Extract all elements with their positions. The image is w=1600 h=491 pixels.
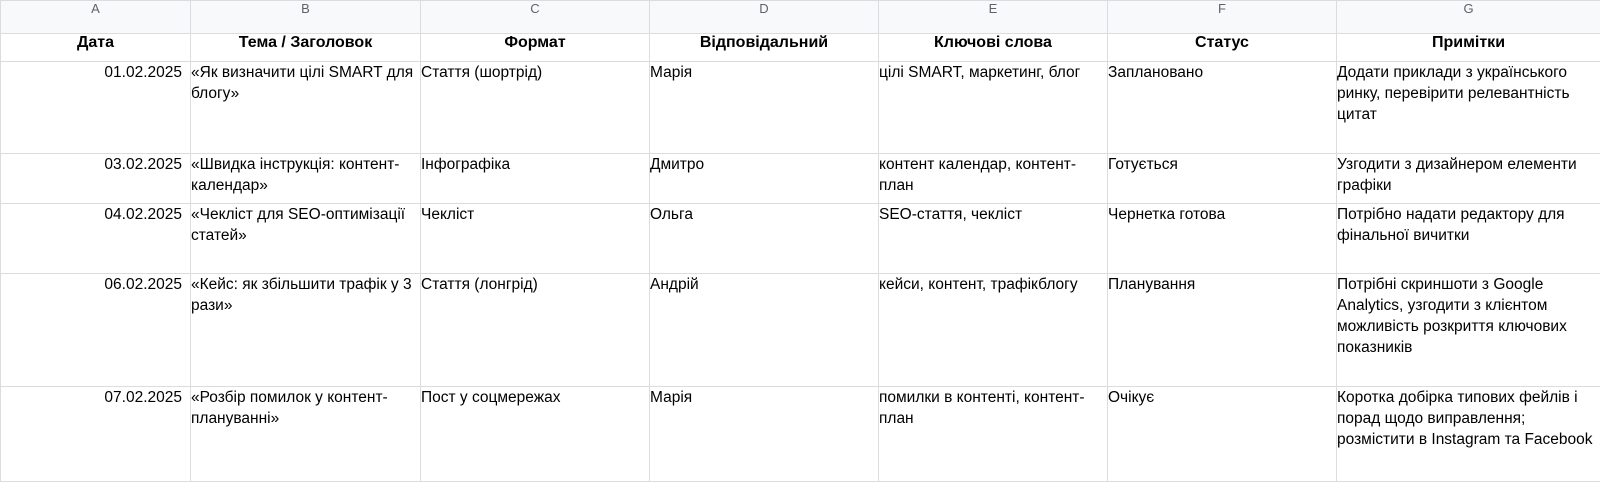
header-cell-date[interactable]: Дата: [1, 34, 191, 62]
header-cell-owner[interactable]: Відповідальний: [650, 34, 879, 62]
header-cell-notes[interactable]: Примітки: [1337, 34, 1600, 62]
cell-status[interactable]: Чернетка готова: [1108, 204, 1337, 274]
cell-owner[interactable]: Марія: [650, 62, 879, 154]
cell-owner[interactable]: Ольга: [650, 204, 879, 274]
column-header-f[interactable]: F: [1108, 1, 1337, 34]
header-cell-format[interactable]: Формат: [421, 34, 650, 62]
cell-date[interactable]: 04.02.2025: [1, 204, 191, 274]
cell-date[interactable]: 07.02.2025: [1, 387, 191, 482]
table-header-row: [1, 34, 1600, 62]
table-row: [1, 387, 1600, 482]
cell-notes[interactable]: Потрібно надати редактору для фінальної вичитки: [1337, 204, 1600, 274]
header-cell-topic[interactable]: Тема / Заголовок: [191, 34, 421, 62]
table-row: [1, 274, 1600, 387]
cell-topic[interactable]: «Розбір помилок у контент-плануванні»: [191, 387, 421, 482]
cell-topic[interactable]: «Чекліст для SEO-оптимізації статей»: [191, 204, 421, 274]
header-cell-keywords[interactable]: Ключові слова: [879, 34, 1108, 62]
cell-owner[interactable]: Андрій: [650, 274, 879, 387]
cell-date[interactable]: 01.02.2025: [1, 62, 191, 154]
header-cell-status[interactable]: Статус: [1108, 34, 1337, 62]
cell-date[interactable]: 03.02.2025: [1, 154, 191, 204]
cell-topic[interactable]: «Швидка інструкція: контент-календар»: [191, 154, 421, 204]
table-row: [1, 204, 1600, 274]
column-header-row: [1, 1, 1600, 34]
cell-topic[interactable]: «Кейс: як збільшити трафік у 3 рази»: [191, 274, 421, 387]
cell-keywords[interactable]: кейси, контент, трафікблогу: [879, 274, 1108, 387]
cell-status[interactable]: Очікує: [1108, 387, 1337, 482]
cell-format[interactable]: Стаття (лонгрід): [421, 274, 650, 387]
column-header-b[interactable]: B: [191, 1, 421, 34]
cell-owner[interactable]: Дмитро: [650, 154, 879, 204]
cell-notes[interactable]: Узгодити з дизайнером елементи графіки: [1337, 154, 1600, 204]
cell-topic[interactable]: «Як визначити цілі SMART для блогу»: [191, 62, 421, 154]
cell-format[interactable]: Чекліст: [421, 204, 650, 274]
cell-status[interactable]: Готується: [1108, 154, 1337, 204]
cell-keywords[interactable]: контент календар, контент-план: [879, 154, 1108, 204]
cell-keywords[interactable]: SEO-стаття, чекліст: [879, 204, 1108, 274]
cell-format[interactable]: Стаття (шортрід): [421, 62, 650, 154]
cell-status[interactable]: Планування: [1108, 274, 1337, 387]
cell-owner[interactable]: Марія: [650, 387, 879, 482]
table-row: [1, 62, 1600, 154]
table-row: [1, 154, 1600, 204]
column-header-d[interactable]: D: [650, 1, 879, 34]
cell-format[interactable]: Пост у соцмережах: [421, 387, 650, 482]
cell-date[interactable]: 06.02.2025: [1, 274, 191, 387]
cell-notes[interactable]: Додати приклади з українського ринку, перевірити релевантність цитат: [1337, 62, 1600, 154]
cell-keywords[interactable]: помилки в контенті, контент-план: [879, 387, 1108, 482]
cell-format[interactable]: Інфографіка: [421, 154, 650, 204]
column-header-g[interactable]: G: [1337, 1, 1600, 34]
cell-keywords[interactable]: цілі SMART, маркетинг, блог: [879, 62, 1108, 154]
cell-status[interactable]: Заплановано: [1108, 62, 1337, 154]
cell-notes[interactable]: Потрібні скриншоти з Google Analytics, узгодити з клієнтом можливість розкриття ключових показників: [1337, 274, 1600, 387]
column-header-c[interactable]: C: [421, 1, 650, 34]
column-header-e[interactable]: E: [879, 1, 1108, 34]
column-header-a[interactable]: A: [1, 1, 191, 34]
cell-notes[interactable]: Коротка добірка типових фейлів і порад щодо виправлення; розмістити в Instagram та Facebook: [1337, 387, 1600, 482]
